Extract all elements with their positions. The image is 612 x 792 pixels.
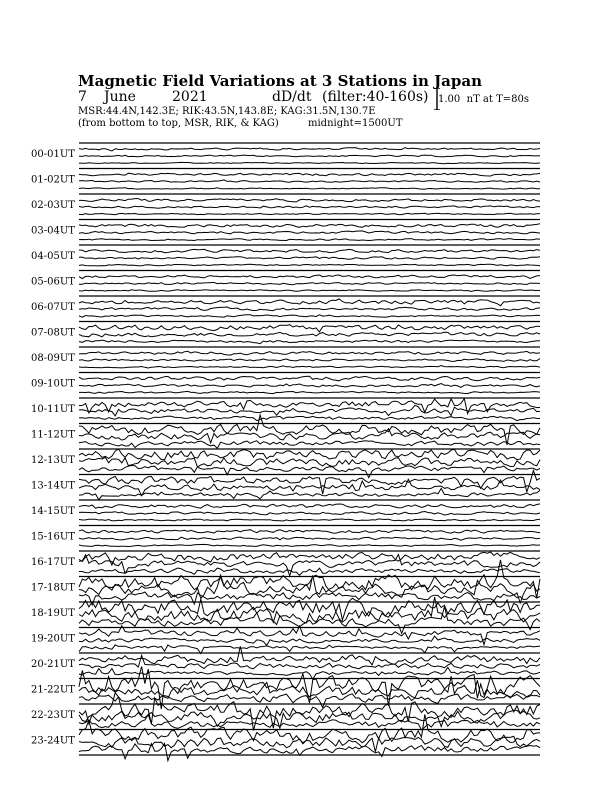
hour-label: 12-13UT bbox=[31, 455, 75, 466]
hour-label: 21-22UT bbox=[31, 684, 75, 696]
trace-msr bbox=[79, 340, 540, 344]
hour-label: 03-04UT bbox=[31, 225, 75, 237]
trace-msr bbox=[79, 519, 540, 521]
trace-rik bbox=[79, 257, 540, 260]
hour-label: 05-06UT bbox=[31, 276, 75, 288]
hour-row bbox=[31, 551, 540, 576]
trace-rik bbox=[79, 282, 540, 284]
hour-row bbox=[31, 296, 540, 317]
hour-label: 18-19UT bbox=[31, 608, 75, 619]
hour-label: 08-09UT bbox=[31, 353, 75, 364]
hour-label: 01-02UT bbox=[31, 174, 75, 186]
hour-row bbox=[31, 194, 540, 215]
trace-rik bbox=[79, 512, 540, 516]
trace-rik bbox=[79, 457, 540, 467]
trace-rik bbox=[79, 429, 540, 443]
trace-rik bbox=[79, 332, 540, 337]
hour-label: 20-21UT bbox=[31, 659, 75, 670]
trace-msr bbox=[79, 645, 540, 654]
hour-row bbox=[31, 449, 540, 478]
hour-label: 10-11UT bbox=[31, 404, 75, 415]
hour-label: 22-23UT bbox=[31, 710, 75, 721]
trace-msr bbox=[79, 592, 540, 605]
hour-row bbox=[31, 415, 540, 448]
trace-rik bbox=[79, 384, 540, 388]
trace-msr bbox=[79, 162, 540, 163]
hour-row bbox=[31, 626, 540, 654]
hour-row bbox=[31, 646, 540, 679]
trace-msr bbox=[79, 366, 540, 369]
trace-rik bbox=[79, 231, 540, 234]
hour-row bbox=[31, 347, 540, 368]
trace-kag bbox=[79, 173, 540, 176]
hour-label: 23-24UT bbox=[31, 735, 75, 747]
trace-msr bbox=[79, 607, 540, 634]
trace-msr bbox=[79, 743, 540, 760]
midnight-note: midnight=1500UT bbox=[308, 118, 403, 129]
date-day: 7 bbox=[78, 89, 87, 105]
trace-kag bbox=[79, 249, 540, 252]
trace-msr bbox=[79, 290, 540, 292]
trace-kag bbox=[79, 376, 540, 381]
hour-row bbox=[31, 693, 540, 731]
trace-order-note: (from bottom to top, MSR, RIK, & KAG) bbox=[78, 118, 279, 129]
trace-msr bbox=[79, 213, 540, 214]
hour-row bbox=[31, 271, 540, 292]
trace-kag bbox=[79, 148, 540, 151]
hour-row bbox=[31, 560, 540, 605]
hour-label: 07-08UT bbox=[31, 327, 75, 339]
component-label: dD/dt bbox=[272, 89, 312, 105]
hour-row bbox=[31, 373, 540, 394]
trace-msr bbox=[79, 568, 540, 575]
trace-rik bbox=[79, 307, 540, 311]
hour-row bbox=[31, 500, 540, 521]
hour-row bbox=[31, 714, 540, 760]
trace-kag bbox=[79, 626, 540, 645]
hour-row bbox=[31, 526, 540, 547]
trace-rik bbox=[79, 537, 540, 540]
chart-title: Magnetic Field Variations at 3 Stations in Japan bbox=[78, 72, 483, 90]
hour-row bbox=[31, 169, 540, 190]
trace-rik bbox=[79, 206, 540, 208]
hour-row bbox=[31, 220, 540, 241]
hour-label: 16-17UT bbox=[31, 557, 75, 568]
hour-label: 15-16UT bbox=[31, 531, 75, 543]
trace-rik bbox=[79, 359, 540, 362]
date-month: June bbox=[104, 89, 136, 105]
scale-label: 1.00 nT at T=80s bbox=[438, 94, 529, 105]
trace-msr bbox=[79, 391, 540, 393]
trace-msr bbox=[79, 544, 540, 546]
trace-kag bbox=[79, 504, 540, 508]
hour-label: 14-15UT bbox=[31, 506, 75, 517]
trace-rik bbox=[79, 180, 540, 182]
hour-row bbox=[31, 471, 540, 500]
station-coordinates: MSR:44.4N,142.3E; RIK:43.5N,143.8E; KAG:31.5N,130.7E bbox=[78, 106, 376, 117]
hour-label: 17-18UT bbox=[31, 582, 75, 594]
hour-label: 04-05UT bbox=[31, 251, 75, 262]
filter-label: (filter:40-160s) bbox=[322, 89, 429, 105]
hour-row bbox=[31, 143, 540, 164]
hour-label: 09-10UT bbox=[31, 378, 75, 390]
trace-kag bbox=[79, 530, 540, 534]
hour-label: 11-12UT bbox=[31, 429, 75, 441]
hour-label: 00-01UT bbox=[31, 149, 75, 160]
trace-kag bbox=[79, 325, 540, 332]
trace-msr bbox=[79, 188, 540, 189]
trace-msr bbox=[79, 441, 540, 449]
trace-kag bbox=[79, 351, 540, 355]
trace-msr bbox=[79, 416, 540, 421]
trace-msr bbox=[79, 489, 540, 500]
trace-rik bbox=[79, 636, 540, 645]
trace-kag bbox=[79, 199, 540, 202]
hour-label: 02-03UT bbox=[31, 200, 75, 211]
trace-kag bbox=[79, 275, 540, 279]
trace-msr bbox=[79, 315, 540, 317]
trace-kag bbox=[79, 224, 540, 228]
trace-rik bbox=[79, 155, 540, 157]
hour-row bbox=[31, 245, 540, 266]
hour-label: 19-20UT bbox=[31, 633, 75, 645]
date-year: 2021 bbox=[172, 89, 208, 105]
trace-kag bbox=[79, 299, 540, 306]
trace-kag bbox=[79, 646, 540, 665]
trace-kag bbox=[79, 449, 540, 460]
trace-msr bbox=[79, 239, 540, 241]
hour-label: 06-07UT bbox=[31, 302, 75, 313]
trace-msr bbox=[79, 264, 540, 266]
trace-rik bbox=[79, 676, 540, 698]
hour-row bbox=[31, 398, 540, 421]
trace-msr bbox=[79, 466, 540, 478]
hour-row bbox=[31, 322, 540, 344]
hour-label: 13-14UT bbox=[31, 480, 75, 492]
